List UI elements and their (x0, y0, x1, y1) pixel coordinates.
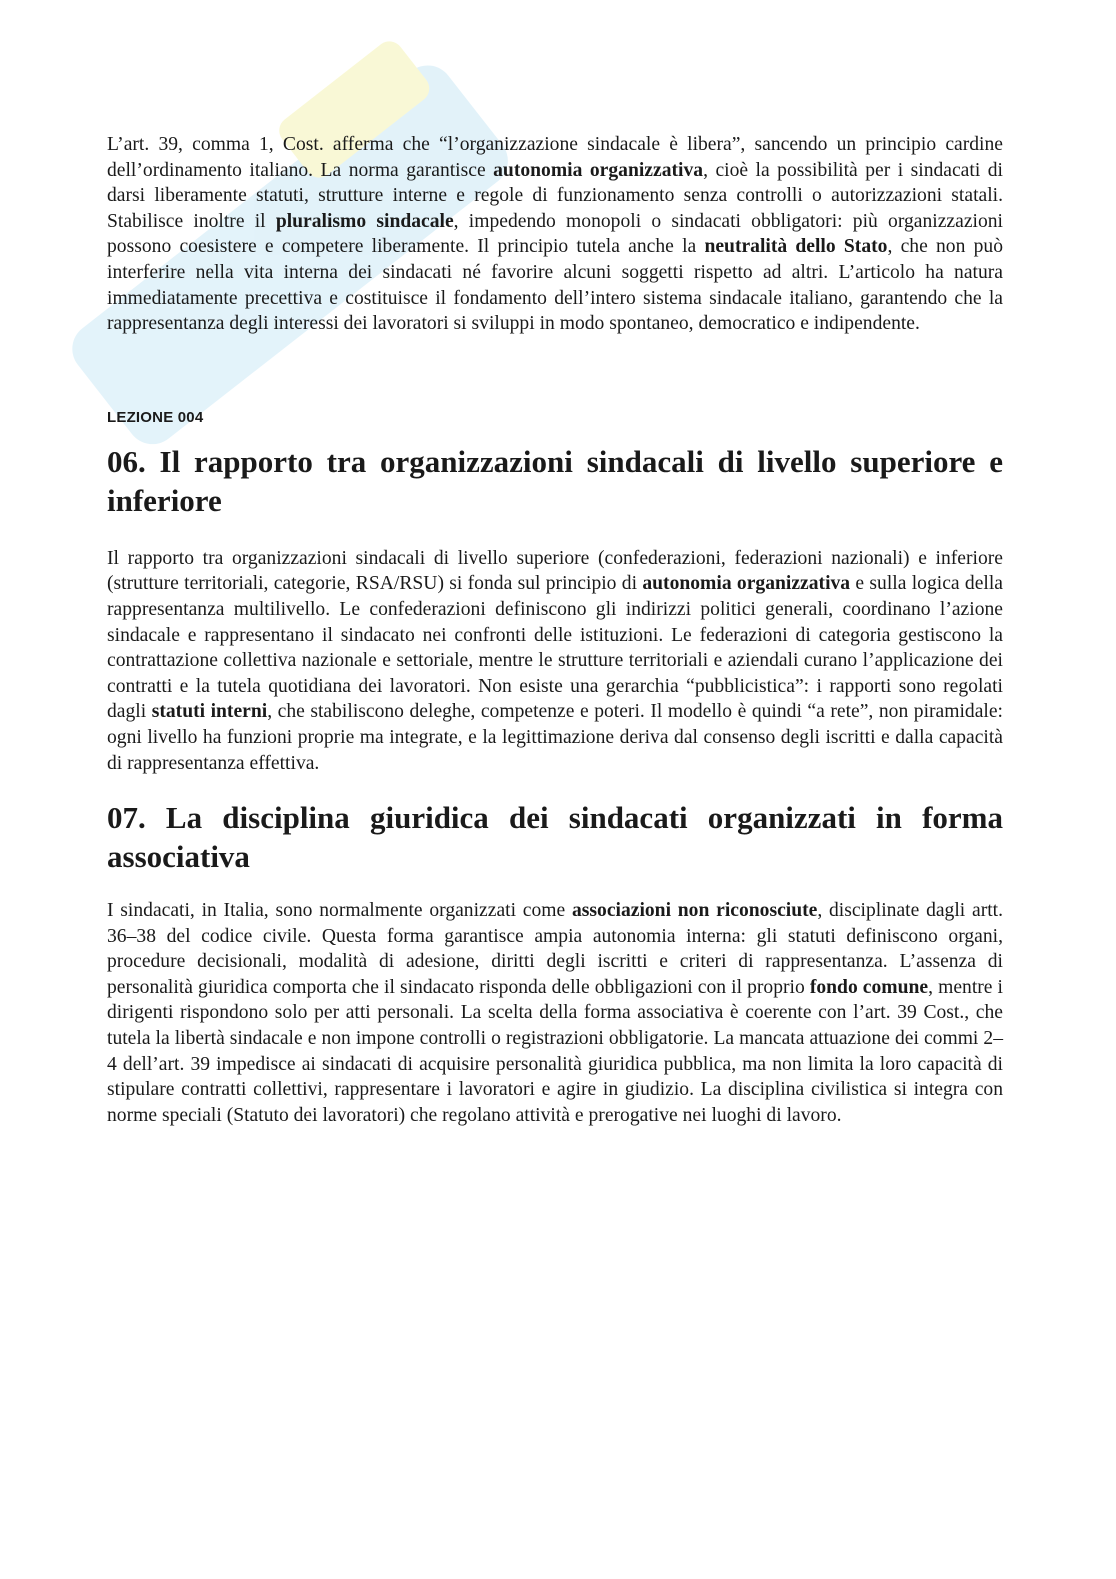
section-07-title: 07. La disciplina giuridica dei sindacati organizzati in forma associativa (107, 800, 1003, 875)
intro-paragraph: L’art. 39, comma 1, Cost. afferma che “l’organizzazione sindacale è libera”, sancendo un principio cardine dell’ordinamento italiano. La norma garantisce autonomia organizzativa, cioè la possibilità per i sindacati di darsi liberamente statuti, strutture interne e regole di funzionamento senza controlli o autorizzazioni statali. Stabilisce inoltre il pluralismo sindacale, impedendo monopoli o sindacati obbligatori: più organizzazioni possono coesistere e competere liberamente. Il principio tutela anche la neutralità dello Stato, che non può interferire nella vita interna dei sindacati né favorire alcuni soggetti rispetto ad altri. L’articolo ha natura immediatamente precettiva e costituisce il fondamento dell’intero sistema sindacale italiano, garantendo che la rappresentanza degli interessi dei lavoratori si sviluppi in modo spontaneo, democratico e indipendente. (107, 134, 1003, 335)
document-content (107, 132, 1003, 1128)
section-07-paragraph: I sindacati, in Italia, sono normalmente organizzati come associazioni non riconosciute, disciplinate dagli artt. 36–38 del codice civile. Questa forma garantisce ampia autonomia interna: gli statuti definiscono organi, procedure decisionali, modalità di adesione, diritti degli iscritti e criteri di rappresentanza. L’assenza di personalità giuridica comporta che il sindacato risponda delle obbligazioni con il proprio fondo comune, mentre i dirigenti rispondono solo per atti personali. La scelta della forma associativa è coerente con l’art. 39 Cost., che tutela la libertà sindacale e non impone controlli o registrazioni obbligatorie. La mancata attuazione dei commi 2–4 dell’art. 39 impedisce ai sindacati di acquisire personalità giuridica pubblica, ma non limita la loro capacità di stipulare contratti collettivi, rappresentare i lavoratori e agire in giudizio. La disciplina civilistica si integra con norme speciali (Statuto dei lavoratori) che regolano attività e prerogative nei luoghi di lavoro. (107, 900, 1004, 1126)
section-06-paragraph: Il rapporto tra organizzazioni sindacali di livello superiore (confederazioni, federazioni nazionali) e inferiore (strutture territoriali, categorie, RSA/RSU) si fonda sul principio di autonomia organizzativa e sulla logica della rappresentanza multilivello. Le confederazioni definiscono gli indirizzi politici generali, coordinano l’azione sindacale e rappresentano il sindacato nei confronti delle istituzioni. Le federazioni di categoria gestiscono la contrattazione collettiva nazionale e settoriale, mentre le strutture territoriali e aziendali curano l’applicazione dei contratti e la tutela quotidiana dei lavoratori. Non esiste una gerarchia “pubblicistica”: i rapporti sono regolati dagli statuti interni, che stabiliscono deleghe, competenze e poteri. Il modello è quindi “a rete”, non piramidale: ogni livello ha funzioni proprie ma integrate, e la legittimazione deriva dal consenso degli iscritti e dalla capacità di rappresentanza effettiva. (107, 547, 1004, 774)
section-06-title: 06. Il rapporto tra organizzazioni sindacali di livello superiore e inferiore (107, 443, 1003, 518)
lesson-label: LEZIONE 004 (107, 408, 204, 426)
